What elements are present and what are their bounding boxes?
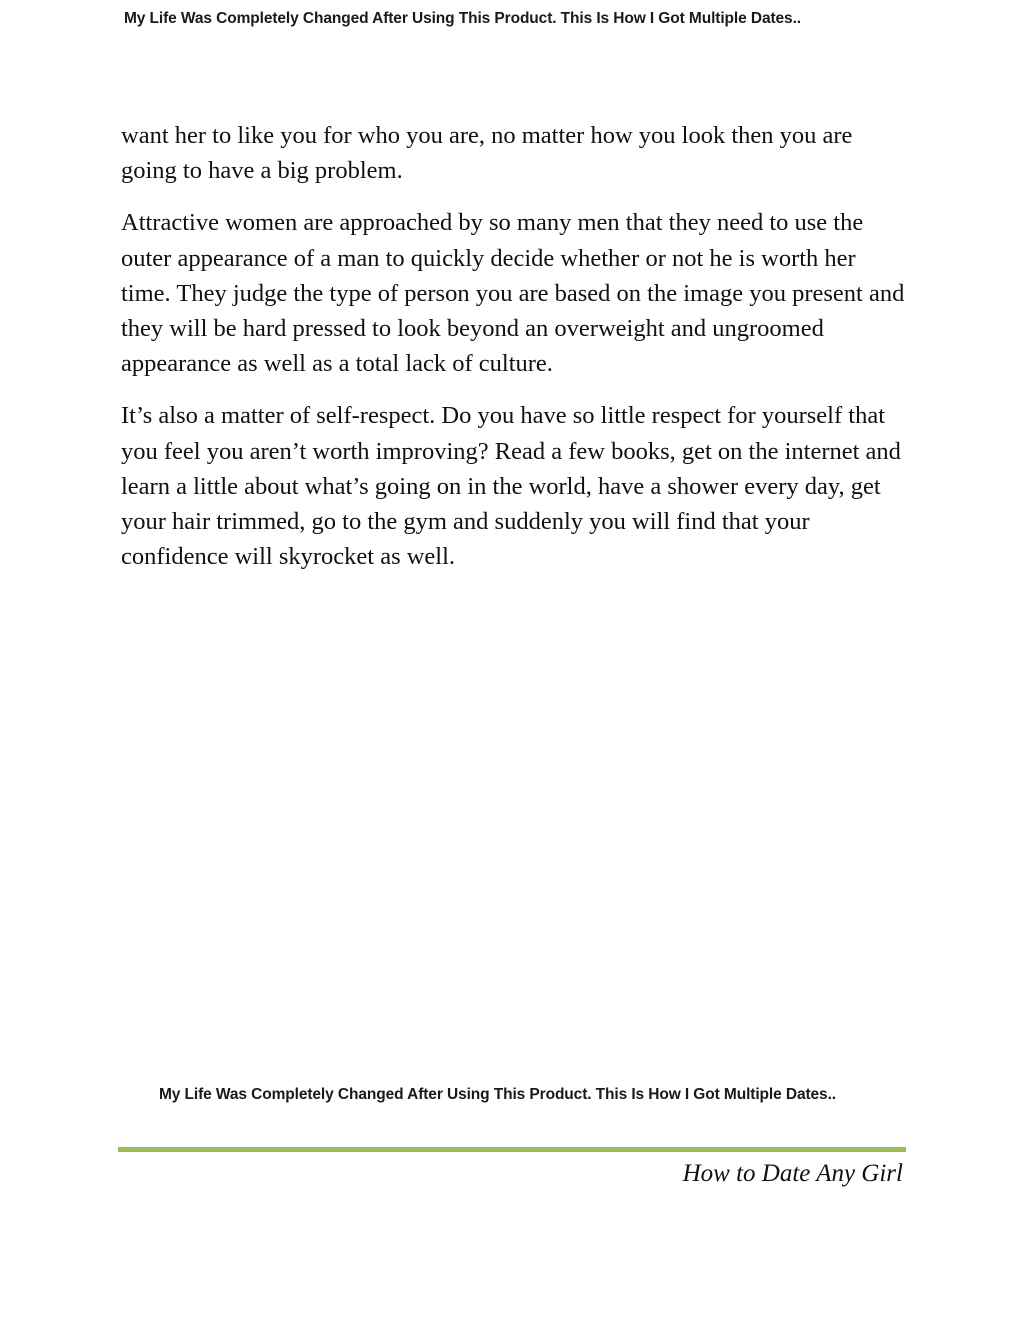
paragraph: want her to like you for who you are, no matter how you look then you are going to have a big problem.: [121, 122, 853, 185]
footer-promo-link[interactable]: My Life Was Completely Changed After Using This Product. This Is How I Got Multiple Dates..: [159, 1086, 836, 1103]
header-promo-link[interactable]: My Life Was Completely Changed After Using This Product. This Is How I Got Multiple Dates..: [124, 10, 801, 27]
paragraph: Attractive women are approached by so many men that they need to use the outer appearance of a man to quickly decide whether or not he is worth her time. They judge the type of person you are based on the image you present and they will be hard pressed to look beyond an overweight and ungroomed appearance as well as a total lack of culture.: [121, 209, 905, 378]
footer-divider: [118, 1147, 906, 1152]
paragraph: It’s also a matter of self-respect. Do you have so little respect for yourself that you feel you aren’t worth improving? Read a few books, get on the internet and learn a little about what’s going on in the world, have a shower every day, get your hair trimmed, go to the gym and suddenly you will find that your confidence will skyrocket as well.: [121, 402, 901, 571]
book-title: How to Date Any Girl: [682, 1160, 903, 1187]
page-body: [121, 118, 911, 591]
